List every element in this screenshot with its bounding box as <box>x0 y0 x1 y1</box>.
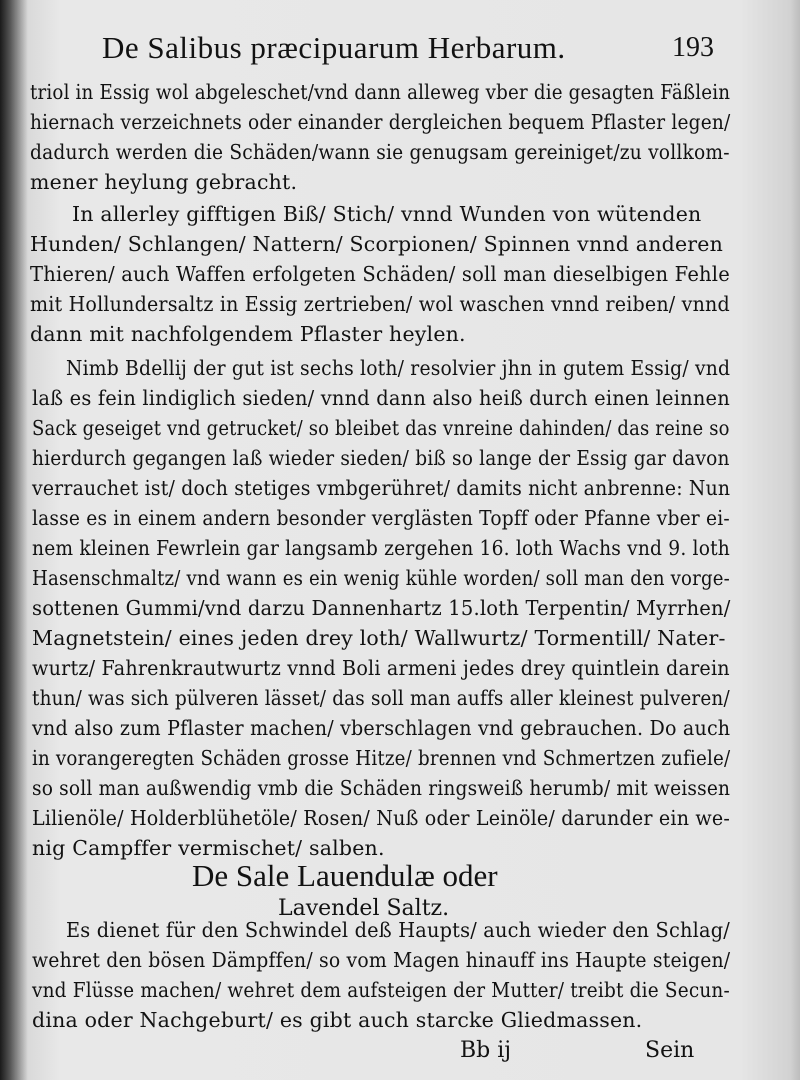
text-line: triol in Essig wol abgeleschet/vnd dann alleweg vber die gesagten Fäßlein <box>30 80 731 104</box>
section-text-line: Es dienet für den Schwindel deß Haupts/ auch wieder den Schlag/ <box>66 918 730 942</box>
text-line: Hasenschmaltz/ vnd wann es ein wenig kühle worden/ soll man den vorge- <box>32 566 730 590</box>
text-line: dadurch werden die Schäden/wann sie genugsam gereiniget/zu vollkom- <box>30 140 730 164</box>
text-line: Thieren/ auch Waffen erfolgeten Schäden/ soll man dieselbigen Fehle <box>30 262 730 286</box>
text-line: Lilienöle/ Holderblühetöle/ Rosen/ Nuß oder Leinöle/ darunder ein we- <box>32 806 731 830</box>
section-text-line: vnd Flüsse machen/ wehret dem aufsteigen der Mutter/ treibt die Secun- <box>32 978 730 1002</box>
book-page <box>30 18 740 1068</box>
page-number: 193 <box>672 32 714 63</box>
text-line: dann mit nachfolgendem Pflaster heylen. <box>30 322 466 346</box>
text-line: vnd also zum Pflaster machen/ vberschlagen vnd gebrauchen. Do auch <box>32 716 731 740</box>
text-line: lasse es in einem andern besonder verglästen Topff oder Pfanne vber ei- <box>32 506 730 530</box>
text-line: so soll man außwendig vmb die Schäden ringsweiß herumb/ mit weissen <box>32 776 731 800</box>
text-line: laß es fein lindiglich sieden/ vnnd dann also heiß durch einen leinnen <box>32 386 730 410</box>
text-line: thun/ was sich pülveren lässet/ das soll man auffs aller kleinest pulveren/ <box>32 686 730 710</box>
text-line: Sack geseiget vnd getrucket/ so bleibet das vnreine dahinden/ das reine so <box>32 416 730 440</box>
signature-mark: Bb ij <box>460 1038 512 1063</box>
text-line: verrauchet ist/ doch stetiges vmbgerühret/ damits nicht anbrenne: Nun <box>32 476 731 500</box>
text-line: mit Hollundersaltz in Essig zertrieben/ wol waschen vnnd reiben/ vnnd <box>30 292 730 316</box>
section-heading: De Sale Lauendulæ oder <box>192 858 498 893</box>
section-text-line: wehret den bösen Dämpffen/ so vom Magen hinauff ins Haupte steigen/ <box>32 948 731 972</box>
text-line: Magnetstein/ eines jeden drey loth/ Wallwurtz/ Tormentill/ Nater- <box>32 626 726 650</box>
catchword: Sein <box>645 1038 695 1063</box>
text-line: hierdurch gegangen laß wieder sieden/ biß so lange der Essig gar davon <box>32 446 730 470</box>
text-line: In allerley gifftigen Biß/ Stich/ vnnd Wunden von wütenden <box>72 202 702 226</box>
text-line: mener heylung gebracht. <box>30 170 298 194</box>
section-text-line: dina oder Nachgeburt/ es gibt auch starcke Gliedmassen. <box>32 1008 643 1032</box>
text-line: Nimb Bdellij der gut ist sechs loth/ resolvier jhn in gutem Essig/ vnd <box>66 356 731 380</box>
running-head: De Salibus præcipuarum Herbarum. <box>102 30 566 65</box>
text-line: in vorangeregten Schäden grosse Hitze/ brennen vnd Schmertzen zufiele/ <box>32 746 731 770</box>
section-subheading: Lavendel Saltz. <box>278 896 450 921</box>
text-line: hiernach verzeichnets oder einander dergleichen bequem Pflaster legen/ <box>30 110 731 134</box>
text-line: nig Campffer vermischet/ salben. <box>32 836 385 860</box>
text-line: sottenen Gummi/vnd darzu Dannenhartz 15.loth Terpentin/ Myrrhen/ <box>32 596 731 620</box>
text-line: Hunden/ Schlangen/ Nattern/ Scorpionen/ Spinnen vnnd anderen <box>30 232 724 256</box>
text-line: nem kleinen Fewrlein gar langsamb zergehen 16. loth Wachs vnd 9. loth <box>32 536 730 560</box>
text-line: wurtz/ Fahrenkrautwurtz vnnd Boli armeni jedes drey quintlein darein <box>32 656 730 680</box>
